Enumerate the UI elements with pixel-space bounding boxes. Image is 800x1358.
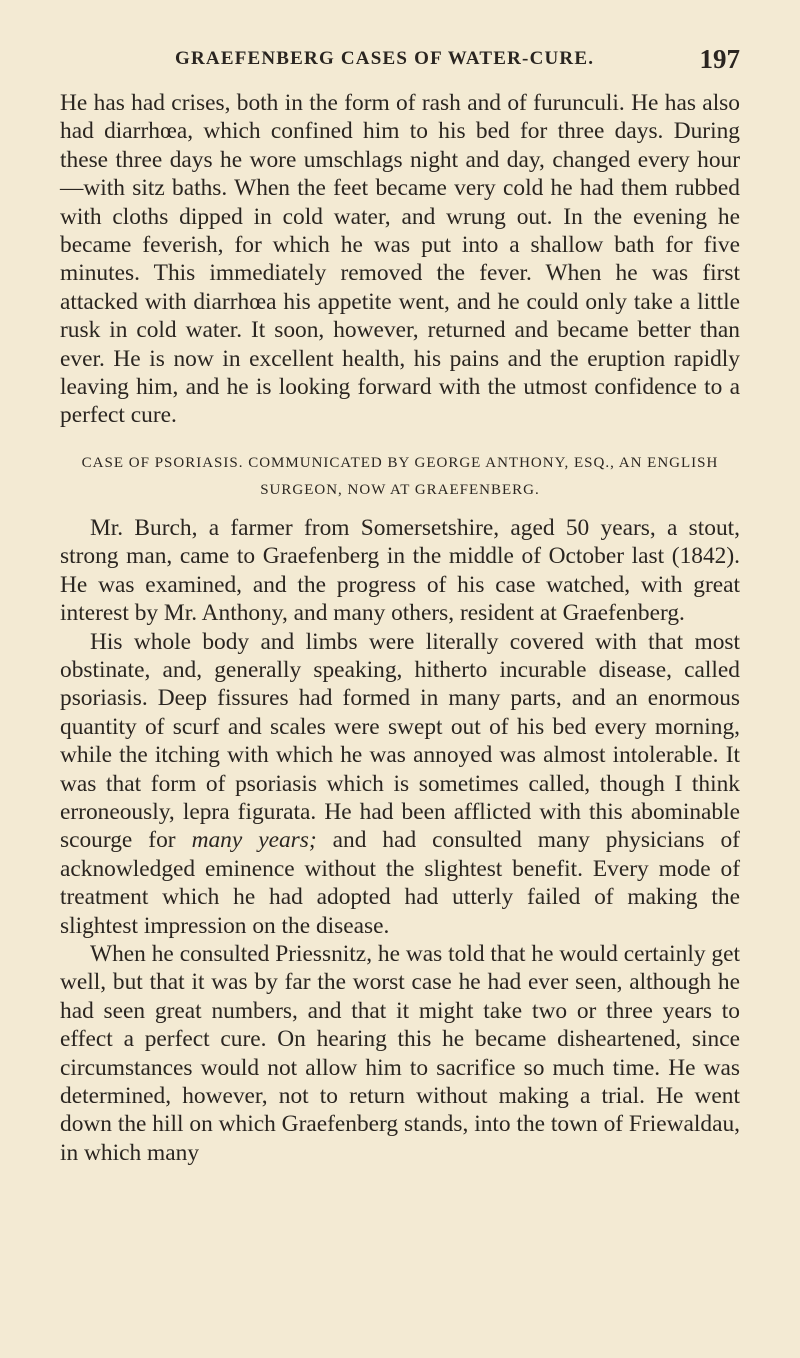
body-text bbox=[60, 89, 740, 1167]
running-head-title: GRAEFENBERG CASES OF WATER-CURE. bbox=[175, 48, 595, 69]
paragraph-psoriasis-text-b: and had consulted many physicians of acknowledged eminence without the slightest benefit. Every mode of treatment which he had adopted had utterly failed of making the slightest impression on the disease. bbox=[60, 827, 740, 939]
paragraph-mr-burch: Mr. Burch, a farmer from Somersetshire, aged 50 years, a stout, strong man, came to Graefenberg in the middle of October last (1842). He was examined, and the progress of his case watched, with great interest by Mr. Anthony, and many others, resident at Graefenberg. bbox=[60, 514, 740, 627]
emphasis-many-years: many years; bbox=[191, 827, 317, 854]
paragraph-crises: He has had crises, both in the form of rash and of furunculi. He has also had diarrhœa, which confined him to his bed for three days. During these three days he wore umschlags night and day, changed every hour—with sitz baths. When the feet became very cold he had them rubbed with cloths dipped in cold water, and wrung out. In the evening he became feverish, for which he was put into a shallow bath for five minutes. This immediately removed the fever. When he was first attacked with diarrhœa his appetite went, and he could only take a little rusk in cold water. It soon, however, returned and became better than ever. He is now in excellent health, his pains and the eruption rapidly leaving him, and he is looking forward with the utmost confidence to a perfect cure. bbox=[60, 90, 740, 429]
running-head bbox=[175, 44, 740, 84]
paragraph-psoriasis-text-a: His whole body and limbs were literally covered with that most obstinate, and, generally speaking, hitherto incurable disease, called psoriasis. Deep fissures had formed in many parts, and an enormous quantity of scurf and scales were swept out of his bed every morning, while the itching with which he was annoyed was almost intolerable. It was that form of psoriasis which is sometimes called, though I think erroneously, lepra figurata. He had been afflicted with this abominable scourge for bbox=[60, 628, 740, 854]
paragraph-psoriasis bbox=[60, 628, 740, 940]
case-heading: CASE OF PSORIASIS. COMMUNICATED BY GEORGE ANTHONY, ESQ., AN ENGLISH SURGEON, NOW AT GRAEFENBERG. bbox=[81, 454, 719, 498]
paragraph-priessnitz: When he consulted Priessnitz, he was told that he would certainly get well, but that it was by far the worst case he had ever seen, although he had seen great numbers, and that it might take two or three years to effect a perfect cure. On hearing this he became disheartened, since circumstances would not allow him to sacrifice so much time. He was determined, however, not to return without making a trial. He went down the hill on which Graefenberg stands, into the town of Friewaldau, in which many bbox=[60, 940, 740, 1166]
page-number: 197 bbox=[699, 44, 740, 74]
